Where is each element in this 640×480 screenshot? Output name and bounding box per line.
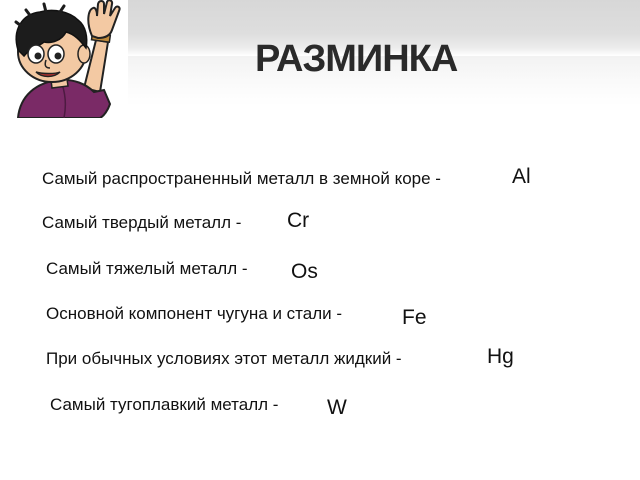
answer-6: W bbox=[327, 396, 347, 419]
question-3: Самый тяжелый металл - bbox=[46, 259, 248, 278]
boy-raising-hand-icon bbox=[0, 0, 130, 118]
question-6: Самый тугоплавкий металл - bbox=[50, 395, 279, 414]
answer-2: Cr bbox=[287, 209, 310, 232]
answer-1: Al bbox=[512, 165, 531, 188]
answer-4: Fe bbox=[402, 306, 427, 329]
question-5: При обычных условиях этот металл жидкий - bbox=[46, 349, 402, 368]
question-2: Самый твердый металл - bbox=[42, 213, 242, 232]
answer-5: Hg bbox=[487, 345, 514, 368]
answer-3: Os bbox=[291, 260, 318, 283]
slide-title: РАЗМИНКА bbox=[255, 38, 458, 80]
question-1: Самый распространенный металл в земной коре - bbox=[42, 169, 441, 188]
question-4: Основной компонент чугуна и стали - bbox=[46, 304, 343, 323]
